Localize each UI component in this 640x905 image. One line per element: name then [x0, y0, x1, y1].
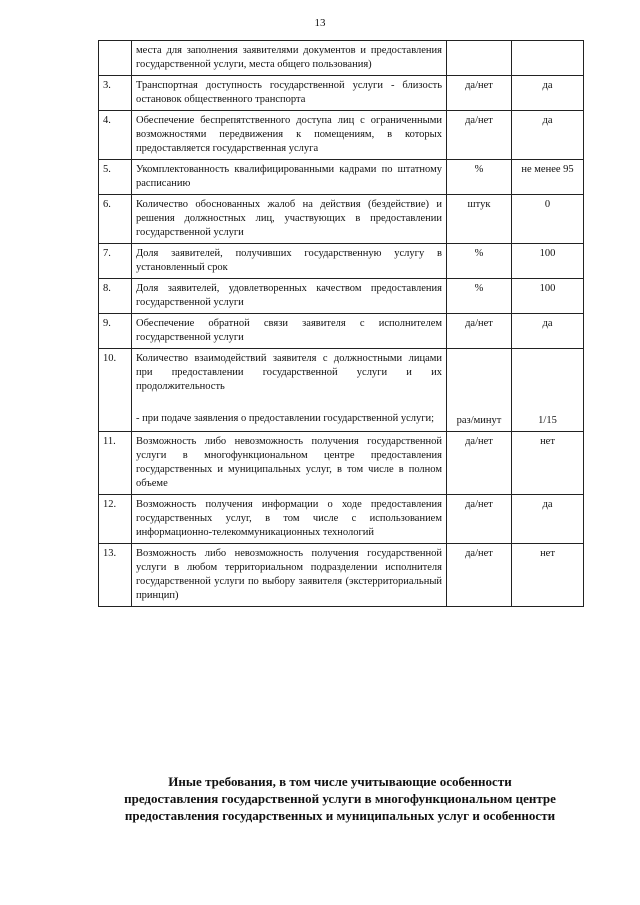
indicator-text: Укомплектованность квалифицированными кадрами по штатному расписанию [136, 164, 442, 189]
value-text: 1/15 [538, 415, 557, 426]
value-text: да [542, 115, 553, 126]
normative-value [512, 76, 584, 111]
indicator-text: Обеспечение обратной связи заявителя с исполнителем государственной услуги [136, 318, 442, 343]
heading-line: предоставления государственной услуги в многофункциональном центре [124, 791, 556, 806]
table-row [99, 495, 584, 544]
unit-text [451, 352, 507, 366]
row-number: 12. [99, 495, 132, 544]
section-heading [40, 773, 640, 824]
value-text [516, 352, 579, 366]
row-number: 5. [99, 160, 132, 195]
table-row [99, 76, 584, 111]
unit-text: да/нет [465, 548, 493, 559]
row-number: 4. [99, 111, 132, 160]
table-row [99, 349, 584, 432]
unit-text: да/нет [465, 318, 493, 329]
table-row [99, 279, 584, 314]
table-row [99, 314, 584, 349]
unit-of-measure [447, 495, 512, 544]
value-text: 100 [539, 283, 556, 294]
indicator-text: Обеспечение беспрепятственного доступа лиц с ограниченными возможностями передвижения к помещениям, в которых предоставляется государственная услуга [136, 115, 442, 154]
indicator-text: Возможность либо невозможность получения государственной услуги в многофункциональном центре предоставления государственных и муниципальных услуг, в том числе в полном объеме [136, 436, 442, 489]
table-row [99, 432, 584, 495]
indicator-name [132, 195, 447, 244]
unit-text: да/нет [465, 499, 493, 510]
unit-of-measure [447, 41, 512, 76]
heading-line: Иные требования, в том числе учитывающие особенности [168, 774, 512, 789]
unit-of-measure [447, 195, 512, 244]
indicator-name [132, 495, 447, 544]
value-text: нет [540, 436, 555, 447]
unit-text: % [474, 164, 484, 175]
value-text: да [542, 80, 553, 91]
row-number: 7. [99, 244, 132, 279]
heading-line: предоставления государственных и муниципальных услуг и особенности [124, 808, 556, 823]
value-text: да [542, 499, 553, 510]
normative-value [512, 495, 584, 544]
unit-of-measure [447, 432, 512, 495]
indicator-text: Количество взаимодействий заявителя с должностными лицами при предоставлении государственной услуги и их продолжительность [136, 353, 442, 392]
unit-text: % [474, 283, 484, 294]
quality-indicators-table [98, 40, 584, 607]
normative-value [512, 544, 584, 607]
unit-text: да/нет [465, 436, 493, 447]
value-text: не менее 95 [521, 164, 574, 175]
indicator-text: Возможность либо невозможность получения государственной услуги в любом территориальном подразделении исполнителя государственной услуги по выбору заявителя (экстерриториальный принцип) [136, 548, 442, 601]
unit-of-measure [447, 111, 512, 160]
row-number: 11. [99, 432, 132, 495]
table-row [99, 41, 584, 76]
indicator-text: Доля заявителей, получивших государственную услугу в установленный срок [136, 248, 442, 273]
row-number: 9. [99, 314, 132, 349]
indicator-name [132, 160, 447, 195]
indicator-name [132, 349, 447, 432]
normative-value [512, 195, 584, 244]
unit-of-measure [447, 544, 512, 607]
table-row [99, 111, 584, 160]
indicator-name [132, 76, 447, 111]
row-number: 13. [99, 544, 132, 607]
indicator-name [132, 432, 447, 495]
indicator-name [132, 544, 447, 607]
normative-value [512, 244, 584, 279]
table-row [99, 195, 584, 244]
unit-text: штук [467, 199, 491, 210]
row-number: 8. [99, 279, 132, 314]
indicator-name [132, 314, 447, 349]
unit-text: да/нет [465, 115, 493, 126]
indicator-text: Доля заявителей, удовлетворенных качеством предоставления государственной услуги [136, 283, 442, 308]
indicator-text: - при подаче заявления о предоставлении государственной услуги; [136, 413, 435, 424]
unit-of-measure [447, 279, 512, 314]
value-text [516, 44, 579, 58]
row-number [99, 41, 132, 76]
value-text: нет [540, 548, 555, 559]
normative-value [512, 41, 584, 76]
unit-of-measure [447, 160, 512, 195]
unit-text [451, 44, 507, 58]
indicator-text: Возможность получения информации о ходе предоставления государственных услуг, в том числе с использованием информационно-телекоммуникационных технологий [136, 499, 442, 538]
unit-of-measure [447, 244, 512, 279]
normative-value [512, 349, 584, 432]
indicator-text: Транспортная доступность государственной услуги - близость остановок общественного транспорта [136, 80, 442, 105]
value-text: 100 [539, 248, 556, 259]
page-number: 13 [314, 17, 326, 29]
indicator-text: Количество обоснованных жалоб на действия (бездействие) и решения должностных лиц, участвующих в предоставлении государственной услуги [136, 199, 442, 238]
indicator-text: места для заполнения заявителями документов и предоставления государственной услуги, места общего пользования) [136, 45, 442, 70]
indicator-name [132, 111, 447, 160]
normative-value [512, 432, 584, 495]
normative-value [512, 160, 584, 195]
unit-of-measure [447, 76, 512, 111]
unit-text: да/нет [465, 80, 493, 91]
unit-text: % [474, 248, 484, 259]
normative-value [512, 279, 584, 314]
value-text: да [542, 318, 553, 329]
normative-value [512, 111, 584, 160]
table-row [99, 544, 584, 607]
row-number: 6. [99, 195, 132, 244]
indicator-name [132, 279, 447, 314]
unit-of-measure [447, 349, 512, 432]
table-body [99, 41, 584, 607]
row-number: 10. [99, 349, 132, 432]
normative-value [512, 314, 584, 349]
unit-of-measure [447, 314, 512, 349]
unit-text: раз/минут [456, 415, 502, 426]
value-text: 0 [544, 199, 551, 210]
row-number: 3. [99, 76, 132, 111]
indicator-name [132, 41, 447, 76]
table-row [99, 160, 584, 195]
table-row [99, 244, 584, 279]
indicator-name [132, 244, 447, 279]
